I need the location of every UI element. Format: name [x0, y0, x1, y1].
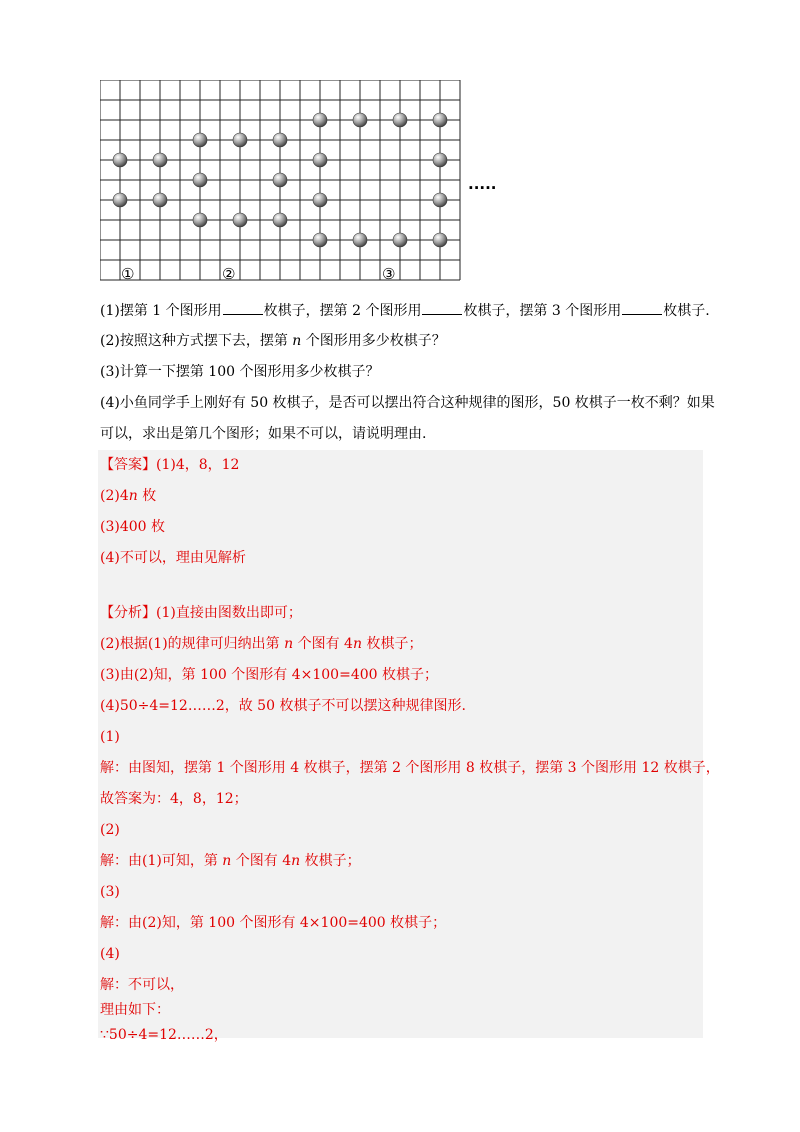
analysis-2-var: n	[284, 636, 294, 652]
question-3: (3)计算一下摆第 100 个图形用多少枚棋子？	[100, 364, 380, 380]
go-stone	[233, 133, 247, 147]
answer-line-3: (3)400 枚	[100, 519, 166, 535]
analysis-1: (1)直接由图数出即可；	[156, 605, 302, 621]
go-stone	[313, 113, 327, 127]
q2-text-b: 个图形用多少枚棋子？	[301, 333, 446, 349]
go-stone	[313, 153, 327, 167]
go-stone	[153, 193, 167, 207]
go-stone	[433, 193, 447, 207]
answer-line-2	[100, 486, 156, 506]
q2-text-a: (2)按照这种方式摆下去，摆第	[100, 333, 293, 349]
answer-shading	[98, 450, 703, 1038]
go-stone	[193, 173, 207, 187]
solution-heading-4: (4)	[100, 946, 120, 962]
analysis-line-4: (4)50÷4=12……2，故 50 枚棋子不可以摆这种规律图形.	[100, 698, 466, 714]
go-stone	[153, 153, 167, 167]
answer-2-var: n	[128, 488, 138, 504]
solution-4a: 解：不可以，	[100, 977, 184, 993]
go-stone	[353, 233, 367, 247]
go-stone	[273, 173, 287, 187]
go-stone	[433, 113, 447, 127]
figure-label-2: ②	[222, 265, 236, 283]
q1-text-a: (1)摆第 1 个图形用	[100, 303, 222, 319]
solution-2-var2: n	[291, 853, 301, 869]
solution-2-var: n	[222, 853, 232, 869]
q1-text-b: 枚棋子，摆第 2 个图形用	[263, 303, 422, 319]
question-4-line-1: (4)小鱼同学手上刚好有 50 枚棋子，是否可以摆出符合这种规律的图形，50 枚棋子一枚不剩？如果	[100, 395, 715, 411]
go-stone	[353, 113, 367, 127]
figure-ellipsis: .....	[468, 175, 497, 193]
solution-2-post: 枚棋子；	[300, 853, 361, 869]
solution-1-answer: 故答案为：4，8，12；	[100, 791, 248, 807]
figure-label-3: ③	[382, 265, 396, 283]
solution-heading-2: (2)	[100, 822, 120, 838]
go-stone	[113, 153, 127, 167]
q1-text-d: 枚棋子.	[663, 303, 710, 319]
analysis-label: 【分析】	[100, 605, 156, 621]
go-stone	[193, 213, 207, 227]
solution-2-pre: 解：由(1)可知，第	[100, 853, 223, 869]
q1-blank-3	[622, 300, 662, 315]
go-stone	[393, 233, 407, 247]
go-stone	[433, 153, 447, 167]
answer-1: (1)4，8，12	[156, 457, 240, 473]
solution-heading-3: (3)	[100, 884, 120, 900]
q1-blank-2	[422, 300, 462, 315]
go-stone	[273, 213, 287, 227]
q2-var: n	[292, 333, 302, 349]
answer-line-4: (4)不可以，理由见解析	[100, 550, 246, 566]
go-stone	[233, 213, 247, 227]
solution-2	[100, 851, 361, 871]
answer-label: 【答案】	[100, 457, 156, 473]
analysis-2-post: 枚棋子；	[362, 636, 423, 652]
analysis-2-var2: n	[352, 636, 362, 652]
analysis-line-2	[100, 634, 422, 654]
analysis-2-mid: 个图有 4	[293, 636, 353, 652]
go-board-svg	[100, 80, 500, 285]
q1-text-c: 枚棋子，摆第 3 个图形用	[463, 303, 622, 319]
go-stone	[313, 193, 327, 207]
go-stone	[273, 133, 287, 147]
question-2	[100, 331, 446, 351]
analysis-line-1	[100, 603, 302, 623]
figure-label-1: ①	[121, 265, 135, 283]
analysis-2-pre: (2)根据(1)的规律可归纳出第	[100, 636, 285, 652]
solution-4c: ∵50÷4=12……2，	[100, 1027, 228, 1043]
solution-2-mid: 个图有 4	[231, 853, 292, 869]
answer-2-pre: (2)4	[100, 488, 129, 504]
question-1	[100, 300, 710, 321]
go-stone	[113, 193, 127, 207]
solution-4b: 理由如下：	[100, 1002, 170, 1018]
solution-1: 解：由图知，摆第 1 个图形用 4 枚棋子，摆第 2 个图形用 8 枚棋子，摆第 3 个图形用 12 枚棋子，	[100, 760, 720, 776]
go-stone	[433, 233, 447, 247]
question-4-line-2: 可以，求出是第几个图形；如果不可以，请说明理由.	[100, 426, 427, 442]
solution-3: 解：由(2)知，第 100 个图形有 4×100=400 枚棋子；	[100, 915, 447, 931]
go-stone	[313, 233, 327, 247]
analysis-line-3: (3)由(2)知，第 100 个图形有 4×100=400 枚棋子；	[100, 667, 438, 683]
solution-heading-1: (1)	[100, 729, 120, 745]
q1-blank-1	[223, 300, 263, 315]
answer-line-1	[100, 455, 239, 475]
go-board-figure	[100, 80, 500, 285]
answer-2-post: 枚	[137, 488, 157, 504]
go-stone	[193, 133, 207, 147]
go-stone	[393, 113, 407, 127]
